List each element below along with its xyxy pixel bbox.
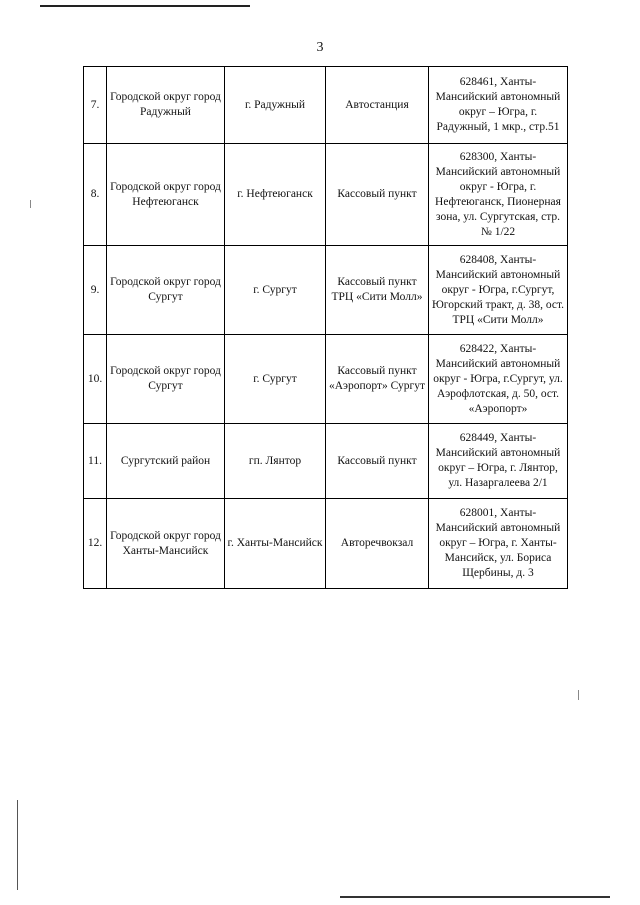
- district-cell: Городской округ город Нефтеюганск: [107, 144, 225, 246]
- district-cell: Городской округ город Ханты-Мансийск: [107, 499, 225, 589]
- table-row: [84, 499, 568, 589]
- row-number: 8.: [84, 144, 107, 246]
- table-row: [84, 335, 568, 424]
- district-cell: Городской округ город Сургут: [107, 246, 225, 335]
- address-cell: 628300, Ханты-Мансийский автономный округ - Югра, г. Нефтеюганск, Пионерная зона, ул. Сургутская, стр. № 1/22: [429, 144, 568, 246]
- table-row: [84, 424, 568, 499]
- city-cell: г. Ханты-Мансийск: [225, 499, 326, 589]
- row-number: 10.: [84, 335, 107, 424]
- scan-artifact-speck: [30, 200, 31, 208]
- row-number: 7.: [84, 67, 107, 144]
- table-row: [84, 144, 568, 246]
- scan-artifact-left-edge: [17, 800, 18, 890]
- city-cell: г. Сургут: [225, 335, 326, 424]
- point-cell: Кассовый пункт ТРЦ «Сити Молл»: [326, 246, 429, 335]
- point-cell: Кассовый пункт: [326, 424, 429, 499]
- address-cell: 628001, Ханты-Мансийский автономный округ – Югра, г. Ханты-Мансийск, ул. Бориса Щербины, д. 3: [429, 499, 568, 589]
- city-cell: г. Нефтеюганск: [225, 144, 326, 246]
- scan-artifact-bottom-line: [340, 896, 610, 898]
- scan-artifact-speck: [578, 690, 579, 700]
- point-cell: Авторечвокзал: [326, 499, 429, 589]
- row-number: 12.: [84, 499, 107, 589]
- page-number: 3: [316, 40, 324, 55]
- scan-artifact-top-line: [40, 5, 250, 7]
- city-cell: г. Радужный: [225, 67, 326, 144]
- address-cell: 628408, Ханты-Мансийский автономный округ - Югра, г.Сургут, Югорский тракт, д. 38, ост. ТРЦ «Сити Молл»: [429, 246, 568, 335]
- address-cell: 628461, Ханты-Мансийский автономный округ – Югра, г. Радужный, 1 мкр., стр.51: [429, 67, 568, 144]
- row-number: 9.: [84, 246, 107, 335]
- point-cell: Кассовый пункт: [326, 144, 429, 246]
- row-number: 11.: [84, 424, 107, 499]
- district-cell: Городской округ город Сургут: [107, 335, 225, 424]
- table-row: [84, 246, 568, 335]
- ticket-offices-table: [83, 66, 568, 589]
- district-cell: Сургутский район: [107, 424, 225, 499]
- point-cell: Кассовый пункт «Аэропорт» Сургут: [326, 335, 429, 424]
- city-cell: гп. Лянтор: [225, 424, 326, 499]
- point-cell: Автостанция: [326, 67, 429, 144]
- table-row: [84, 67, 568, 144]
- address-cell: 628422, Ханты-Мансийский автономный округ - Югра, г.Сургут, ул. Аэрофлотская, д. 50, ост. «Аэропорт»: [429, 335, 568, 424]
- city-cell: г. Сургут: [225, 246, 326, 335]
- district-cell: Городской округ город Радужный: [107, 67, 225, 144]
- address-cell: 628449, Ханты-Мансийский автономный округ – Югра, г. Лянтор, ул. Назаргалеева 2/1: [429, 424, 568, 499]
